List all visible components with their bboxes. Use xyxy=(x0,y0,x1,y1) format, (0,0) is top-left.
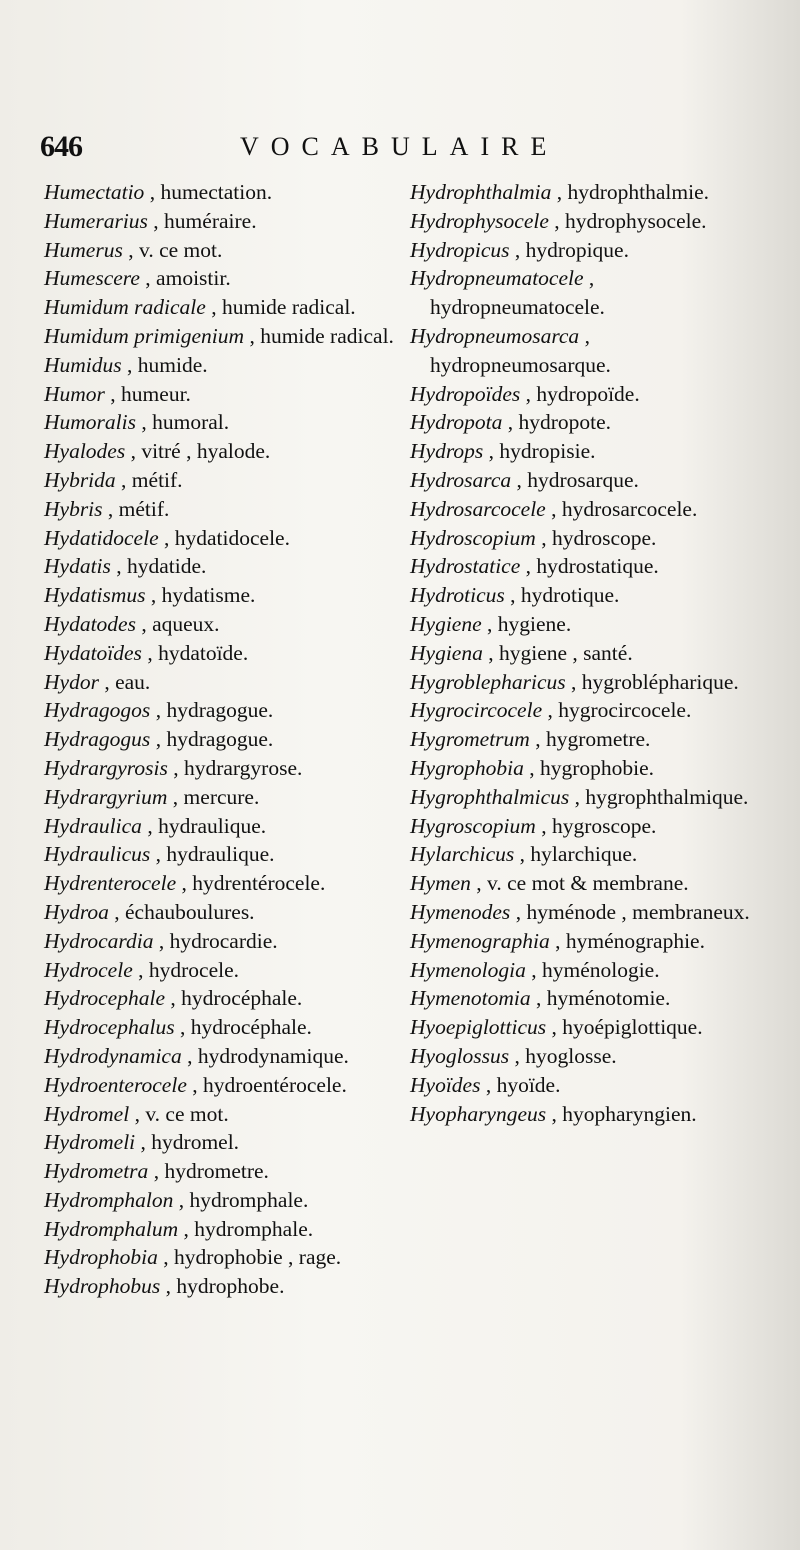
entry-term: Hydrostatice xyxy=(410,554,521,579)
entry-translation: , hydraulique. xyxy=(155,842,275,867)
entry-translation: , hyopharyngien. xyxy=(551,1101,697,1126)
entry-translation: , hydrocardie. xyxy=(158,928,278,953)
entry-term: Humidus xyxy=(44,352,122,377)
entry-translation: , hydrophthalmie. xyxy=(556,180,709,204)
entry-translation: , humeur. xyxy=(110,381,191,406)
entry-term: Hydrocardia xyxy=(44,928,154,953)
dictionary-entry xyxy=(410,1071,762,1100)
entry-translation: , hydrostatique. xyxy=(525,554,659,579)
entry-term: Hydragogus xyxy=(44,727,151,752)
entry-translation: , v. ce mot. xyxy=(128,237,223,262)
dictionary-entry xyxy=(44,495,396,524)
dictionary-entry xyxy=(44,466,396,495)
entry-translation: , mercure. xyxy=(172,784,260,809)
entry-translation: , hydrocele. xyxy=(138,957,240,982)
entry-term: Hygrometrum xyxy=(410,727,530,752)
entry-translation: , eau. xyxy=(104,669,151,694)
dictionary-entry xyxy=(410,725,762,754)
dictionary-entry xyxy=(44,840,396,869)
entry-term: Hydrocephale xyxy=(44,986,165,1011)
entry-term: Hydroscopium xyxy=(410,525,536,550)
entry-translation: , hydrotique. xyxy=(510,583,620,608)
entry-term: Hygroblepharicus xyxy=(410,669,566,694)
entry-term: Hymen xyxy=(410,871,471,896)
entry-translation: , hydrocéphale. xyxy=(179,1015,312,1040)
entry-term: Humerus xyxy=(44,237,123,262)
entry-term: Hydromeli xyxy=(44,1130,136,1155)
entry-term: Hydor xyxy=(44,669,99,694)
entry-translation: , hydatide. xyxy=(116,554,207,579)
entry-term: Hydrosarca xyxy=(410,467,512,492)
dictionary-entry xyxy=(44,1071,396,1100)
entry-term: Hyoïdes xyxy=(410,1072,481,1097)
dictionary-entry xyxy=(410,466,762,495)
page-number: 646 xyxy=(40,130,82,163)
dictionary-entry xyxy=(410,524,762,553)
entry-translation: , humoral. xyxy=(141,410,230,435)
dictionary-entry xyxy=(44,956,396,985)
dictionary-entry xyxy=(44,264,396,293)
entry-term: Hybrida xyxy=(44,467,116,492)
entry-translation: , échauboulures. xyxy=(114,899,255,924)
dictionary-entry xyxy=(44,552,396,581)
dictionary-entry xyxy=(410,1042,762,1071)
entry-translation: , hydragogue. xyxy=(155,698,274,723)
entry-translation: , hydropoïde. xyxy=(525,381,640,406)
dictionary-entry xyxy=(410,610,762,639)
entry-term: Hydrops xyxy=(410,439,484,464)
entry-translation: , hydatidocele. xyxy=(164,525,290,550)
entry-translation: , humide. xyxy=(127,352,208,377)
entry-term: Humidum radicale xyxy=(44,295,206,320)
entry-translation: , amoistir. xyxy=(145,266,231,291)
entry-translation: , hydrophysocele. xyxy=(554,208,707,233)
dictionary-entry xyxy=(44,293,396,322)
entry-translation: , hydromel. xyxy=(140,1130,240,1155)
entry-translation: , hydrosarcocele. xyxy=(551,496,698,521)
dictionary-entry xyxy=(44,1042,396,1071)
right-column xyxy=(410,178,762,1128)
entry-term: Hygrocircocele xyxy=(410,698,543,723)
entry-translation: , métif. xyxy=(121,467,183,492)
entry-translation: , hydrargyrose. xyxy=(173,755,303,780)
entry-translation: , humectation. xyxy=(149,180,273,204)
dictionary-entry xyxy=(410,581,762,610)
entry-translation: , hydroscope. xyxy=(541,525,657,550)
dictionary-entry xyxy=(44,1215,396,1244)
dictionary-entry xyxy=(44,351,396,380)
entry-term: Hydrargyrium xyxy=(44,784,168,809)
entry-term: Hymenologia xyxy=(410,957,526,982)
dictionary-entry xyxy=(44,927,396,956)
entry-term: Hylarchicus xyxy=(410,842,515,867)
dictionary-entry xyxy=(410,696,762,725)
dictionary-entry xyxy=(44,1013,396,1042)
entry-term: Hydatoïdes xyxy=(44,640,142,665)
entry-translation: , v. ce mot & membrane. xyxy=(476,871,689,896)
entry-translation: , hydromphale. xyxy=(183,1216,314,1241)
dictionary-entry xyxy=(44,812,396,841)
entry-term: Hygrophthalmicus xyxy=(410,784,570,809)
entry-translation: , hygiene. xyxy=(487,611,572,636)
dictionary-entry xyxy=(410,668,762,697)
left-column xyxy=(44,178,396,1301)
entry-translation: , hydrentérocele. xyxy=(181,871,326,896)
entry-term: Hydrometra xyxy=(44,1159,149,1184)
entry-term: Hygroscopium xyxy=(410,813,536,838)
entry-translation: , hyménologie. xyxy=(531,957,660,982)
dictionary-entry xyxy=(44,1186,396,1215)
entry-translation: , huméraire. xyxy=(153,208,257,233)
entry-term: Hydromphalum xyxy=(44,1216,179,1241)
entry-term: Hygiena xyxy=(410,640,483,665)
dictionary-entry xyxy=(410,495,762,524)
entry-translation: , hyoglosse. xyxy=(514,1043,617,1068)
dictionary-entry xyxy=(44,236,396,265)
entry-translation: , hygrophthalmique. xyxy=(574,784,749,809)
entry-translation: , hygiene , santé. xyxy=(488,640,633,665)
dictionary-entry xyxy=(44,1128,396,1157)
dictionary-entry xyxy=(410,639,762,668)
entry-term: Hydragogos xyxy=(44,698,151,723)
dictionary-entry xyxy=(44,610,396,639)
dictionary-entry xyxy=(410,956,762,985)
dictionary-entry xyxy=(44,984,396,1013)
dictionary-entry xyxy=(44,725,396,754)
entry-translation: , hydragogue. xyxy=(155,727,274,752)
entry-translation: , métif. xyxy=(107,496,170,521)
entry-term: Hygrophobia xyxy=(410,755,524,780)
entry-translation: , v. ce mot. xyxy=(134,1101,229,1126)
dictionary-entry xyxy=(44,639,396,668)
entry-term: Humerarius xyxy=(44,208,148,233)
entry-term: Humescere xyxy=(44,266,140,291)
entry-term: Hyoepiglotticus xyxy=(410,1015,547,1040)
dictionary-entry xyxy=(44,322,396,351)
entry-translation: , hydraulique. xyxy=(147,813,267,838)
dictionary-entry xyxy=(410,1100,762,1129)
entry-term: Hydrophysocele xyxy=(410,208,549,233)
entry-term: Hydrophobia xyxy=(44,1245,158,1270)
entry-translation: , hydropneumatocele. xyxy=(430,266,605,320)
entry-term: Hyalodes xyxy=(44,439,126,464)
running-head: VOCABULAIRE xyxy=(240,132,559,161)
dictionary-entry xyxy=(44,696,396,725)
entry-term: Hydroa xyxy=(44,899,109,924)
entry-term: Hydrocele xyxy=(44,957,133,982)
dictionary-entry xyxy=(44,178,396,207)
dictionary-entry xyxy=(410,322,762,380)
dictionary-entry xyxy=(44,869,396,898)
entry-term: Hymenotomia xyxy=(410,986,531,1011)
entry-term: Hyoglossus xyxy=(410,1043,510,1068)
entry-translation: , hydatoïde. xyxy=(147,640,249,665)
dictionary-entry xyxy=(44,668,396,697)
entry-translation: , hydrometre. xyxy=(153,1159,269,1184)
dictionary-entry xyxy=(410,840,762,869)
entry-term: Hydromphalon xyxy=(44,1187,174,1212)
dictionary-entry xyxy=(410,408,762,437)
dictionary-entry xyxy=(410,1013,762,1042)
entry-term: Hydrophobus xyxy=(44,1274,161,1299)
entry-term: Hydroenterocele xyxy=(44,1072,187,1097)
entry-term: Hydromel xyxy=(44,1101,130,1126)
entry-translation: , hydrophobe. xyxy=(165,1274,285,1299)
dictionary-entry xyxy=(410,783,762,812)
dictionary-entry xyxy=(44,207,396,236)
entry-term: Hydropneumatocele xyxy=(410,266,584,291)
dictionary-entry xyxy=(410,812,762,841)
entry-term: Hydrosarcocele xyxy=(410,496,546,521)
entry-translation: , hyménode , membraneux. xyxy=(515,899,750,924)
dictionary-entry xyxy=(44,754,396,783)
entry-translation: , hylarchique. xyxy=(519,842,638,867)
entry-translation: , hyménographie. xyxy=(555,928,705,953)
entry-translation: , hygrophobie. xyxy=(529,755,655,780)
entry-translation: , vitré , hyalode. xyxy=(130,439,271,464)
entry-term: Hydropoïdes xyxy=(410,381,521,406)
entry-translation: , hyménotomie. xyxy=(536,986,671,1011)
entry-translation: , hydropote. xyxy=(507,410,612,435)
entry-translation: , hydropneumosarque. xyxy=(430,323,611,377)
entry-translation: , hydrocéphale. xyxy=(170,986,303,1011)
dictionary-entry xyxy=(410,869,762,898)
entry-term: Hyopharyngeus xyxy=(410,1101,547,1126)
entry-translation: , hyoépiglottique. xyxy=(551,1015,703,1040)
dictionary-entry xyxy=(44,1272,396,1301)
entry-translation: , hydropique. xyxy=(514,237,629,262)
dictionary-entry xyxy=(410,264,762,322)
dictionary-entry xyxy=(410,207,762,236)
entry-translation: , hydrodynamique. xyxy=(187,1043,349,1068)
dictionary-entry xyxy=(44,408,396,437)
entry-translation: , hygroscope. xyxy=(541,813,657,838)
entry-translation: , humide radical. xyxy=(249,323,394,348)
entry-term: Hydrenterocele xyxy=(44,871,177,896)
dictionary-entry xyxy=(410,898,762,927)
entry-term: Humoralis xyxy=(44,410,136,435)
dictionary-entry xyxy=(44,1157,396,1186)
entry-term: Hymenographia xyxy=(410,928,550,953)
entry-term: Hydropneumosarca xyxy=(410,323,580,348)
entry-term: Hygiene xyxy=(410,611,482,636)
entry-term: Humidum primigenium xyxy=(44,323,245,348)
entry-translation: , hydromphale. xyxy=(178,1187,309,1212)
page-header xyxy=(40,130,760,170)
dictionary-entry xyxy=(410,754,762,783)
entry-term: Hydatidocele xyxy=(44,525,159,550)
entry-term: Humectatio xyxy=(44,180,145,204)
entry-translation: , hyoïde. xyxy=(485,1072,561,1097)
entry-translation: , hygroblépharique. xyxy=(571,669,739,694)
entry-term: Hydropota xyxy=(410,410,503,435)
dictionary-entry xyxy=(410,927,762,956)
dictionary-entry xyxy=(44,380,396,409)
entry-term: Hydrargyrosis xyxy=(44,755,168,780)
entry-translation: , hydroentérocele. xyxy=(192,1072,347,1097)
entry-translation: , hydrosarque. xyxy=(516,467,639,492)
dictionary-entry xyxy=(44,1243,396,1272)
dictionary-entry xyxy=(44,581,396,610)
entry-term: Hydraulica xyxy=(44,813,142,838)
dictionary-entry xyxy=(410,552,762,581)
entry-term: Hydatodes xyxy=(44,611,136,636)
entry-term: Hydrocephalus xyxy=(44,1015,175,1040)
entry-term: Hydropicus xyxy=(410,237,510,262)
entry-term: Hydrophthalmia xyxy=(410,180,552,204)
dictionary-entry xyxy=(410,380,762,409)
entry-translation: , hydrophobie , rage. xyxy=(163,1245,342,1270)
entry-translation: , hygrocircocele. xyxy=(547,698,692,723)
entry-term: Hymenodes xyxy=(410,899,511,924)
entry-translation: , hygrometre. xyxy=(535,727,651,752)
dictionary-entry xyxy=(410,984,762,1013)
entry-term: Hydatismus xyxy=(44,583,146,608)
dictionary-entry xyxy=(44,437,396,466)
dictionary-entry xyxy=(44,524,396,553)
entry-term: Hydatis xyxy=(44,554,111,579)
entry-term: Humor xyxy=(44,381,105,406)
entry-term: Hydraulicus xyxy=(44,842,151,867)
dictionary-entry xyxy=(44,783,396,812)
dictionary-entry xyxy=(410,236,762,265)
dictionary-entry xyxy=(44,1100,396,1129)
entry-translation: , humide radical. xyxy=(211,295,356,320)
dictionary-entry xyxy=(410,178,762,207)
entry-translation: , aqueux. xyxy=(141,611,220,636)
entry-term: Hydroticus xyxy=(410,583,505,608)
dictionary-entry xyxy=(410,437,762,466)
entry-term: Hydrodynamica xyxy=(44,1043,182,1068)
entry-translation: , hydropisie. xyxy=(488,439,596,464)
dictionary-entry xyxy=(44,898,396,927)
entry-translation: , hydatisme. xyxy=(150,583,256,608)
entry-term: Hybris xyxy=(44,496,103,521)
